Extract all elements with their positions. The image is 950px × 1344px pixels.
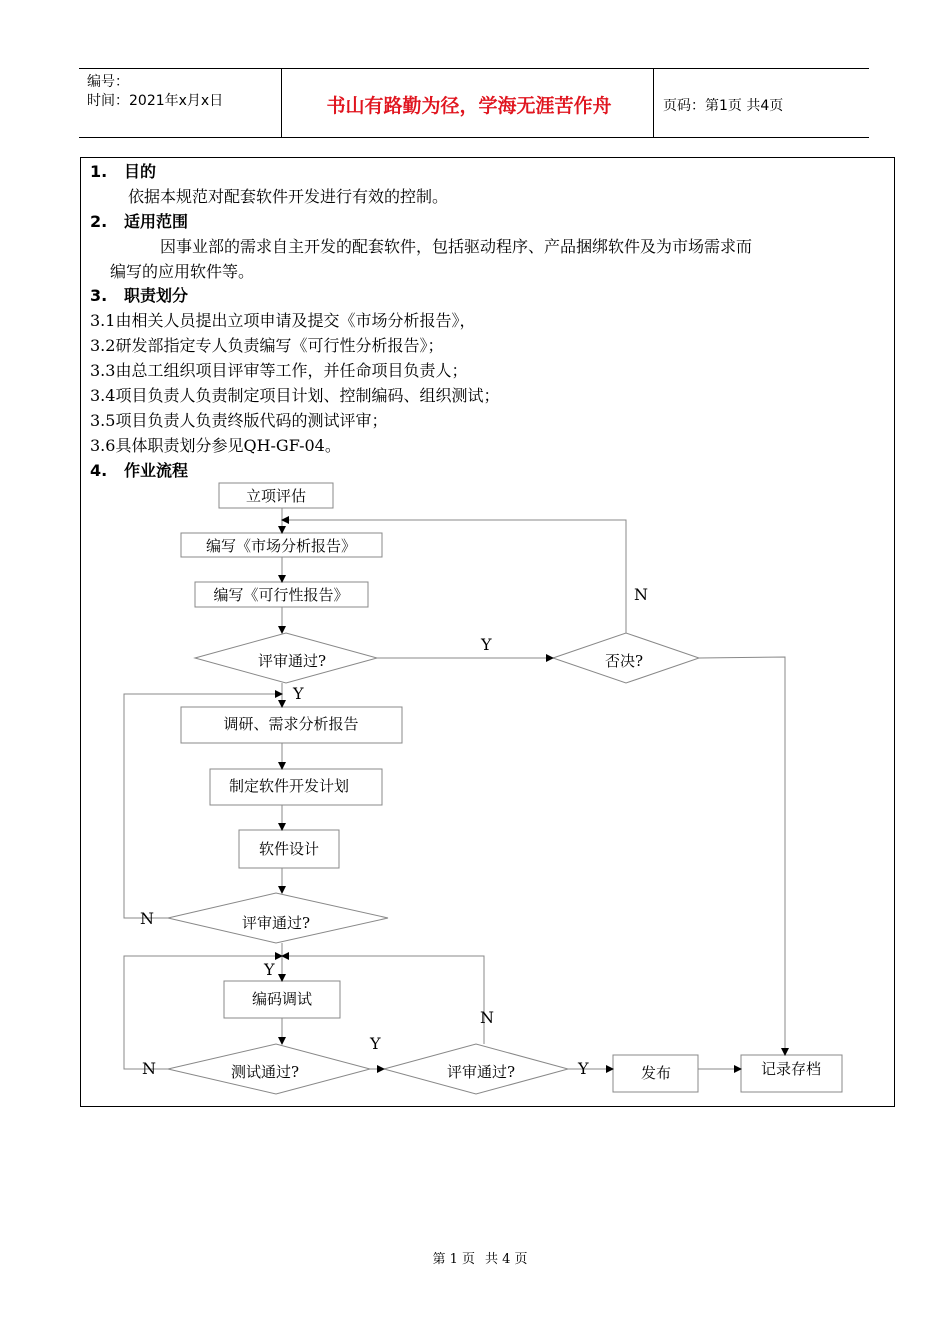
section-number: 1. xyxy=(90,162,108,181)
node-label: 评审通过? xyxy=(257,652,327,670)
footer-page: 第 1 页 xyxy=(432,1252,475,1267)
section-title: 适用范围 xyxy=(124,212,189,231)
node-label: 调研、需求分析报告 xyxy=(223,715,359,733)
scope-text-line: 因事业部的需求自主开发的配套软件，包括驱动程序、产品捆绑软件及为市场需求而 xyxy=(160,237,753,256)
node-label: 测试通过? xyxy=(230,1063,300,1081)
flow-arrow xyxy=(282,956,484,1044)
flow-arrow xyxy=(124,956,282,1069)
node-label: 立项评估 xyxy=(245,487,307,505)
purpose-text: 依据本规范对配套软件开发进行有效的控制。 xyxy=(128,187,449,206)
edge-label-yes: Y xyxy=(264,960,275,979)
node-label: 编写《市场分析报告》 xyxy=(205,537,357,555)
section-number: 2. xyxy=(90,212,108,231)
node-label: 发布 xyxy=(640,1064,672,1082)
section-number: 4. xyxy=(90,461,108,480)
page-footer xyxy=(0,1248,950,1267)
node-label: 软件设计 xyxy=(258,840,320,858)
node-label: 编码调试 xyxy=(251,990,313,1008)
section-title: 目的 xyxy=(124,162,157,181)
node-label: 否决? xyxy=(604,652,644,670)
document-code: 编号： xyxy=(87,74,129,90)
duty-item: 3.5项目负责人负责终版代码的测试评审； xyxy=(90,411,388,430)
duty-item: 3.6具体职责划分参见QH-GF-04。 xyxy=(90,436,341,455)
node-label: 记录存档 xyxy=(760,1060,822,1078)
header-motto: 书山有路勤为径，学海无涯苦作舟 xyxy=(326,95,612,117)
edge-label-yes: Y xyxy=(293,684,304,703)
edge-label-no: N xyxy=(142,1059,156,1078)
section-title: 作业流程 xyxy=(124,461,189,480)
section-number: 3. xyxy=(90,286,108,305)
duty-item: 3.2研发部指定专人负责编写《可行性分析报告》； xyxy=(90,336,444,355)
node-label: 编写《可行性报告》 xyxy=(213,586,349,604)
duty-item: 3.3由总工组织项目评审等工作，并任命项目负责人； xyxy=(90,361,468,380)
duty-item: 3.4项目负责人负责制定项目计划、控制编码、组织测试； xyxy=(90,386,500,405)
node-label: 制定软件开发计划 xyxy=(228,777,350,795)
section-title: 职责划分 xyxy=(124,286,189,305)
edge-label-no: N xyxy=(480,1008,494,1027)
footer-total: 共 4 页 xyxy=(485,1252,528,1267)
edge-label-no: N xyxy=(140,909,154,928)
edge-label-yes: Y xyxy=(578,1059,589,1078)
node-label: 评审通过? xyxy=(446,1063,516,1081)
edge-label-no: N xyxy=(634,585,648,604)
document-time: 时间：2021年x月x日 xyxy=(87,93,224,109)
page-number: 页码：第1页 共4页 xyxy=(663,98,784,114)
scope-text-line: 编写的应用软件等。 xyxy=(110,262,255,281)
node-label: 评审通过? xyxy=(241,914,311,932)
duty-item: 3.1由相关人员提出立项申请及提交《市场分析报告》， xyxy=(90,311,476,330)
edge-label-yes: Y xyxy=(481,635,492,654)
edge-label-yes: Y xyxy=(370,1034,381,1053)
flow-arrow xyxy=(699,657,785,1055)
